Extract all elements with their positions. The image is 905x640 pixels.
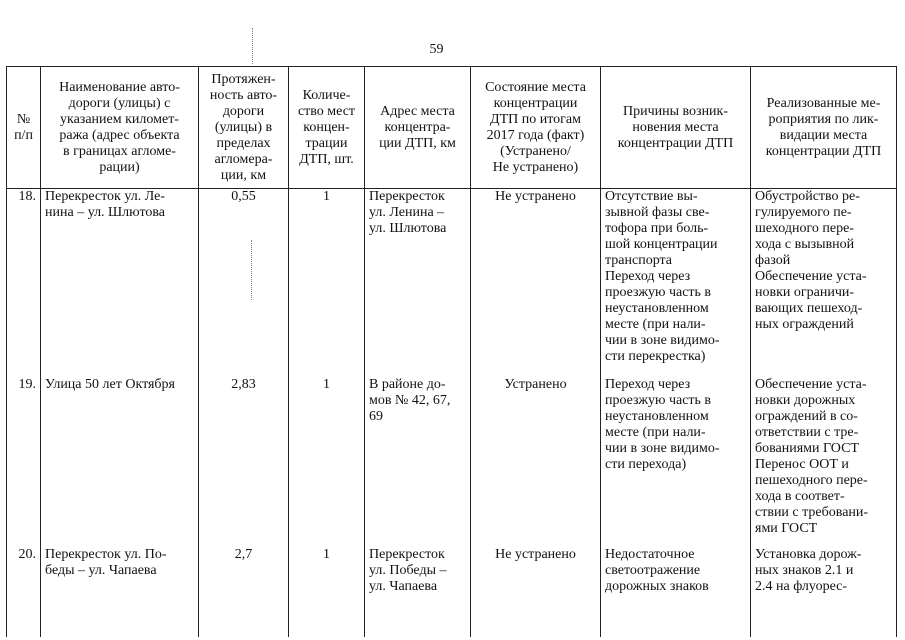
cell-causes: Отсутствие вы- зывной фазы све- тофора при боль- шой концентрации транспорта Переход через проезжую часть в неустановленном месте (при нали- чии в зоне видимо- сти перекрестка) (601, 189, 751, 378)
cell-road-length: 2,83 (199, 377, 289, 547)
cell-status: Не устранено (471, 547, 601, 637)
cell-causes: Недостаточное светоотражение дорожных знаков (601, 547, 751, 637)
table-header-row (7, 67, 897, 189)
header-address (365, 67, 471, 189)
cell-measures: Обеспечение уста- новки дорожных ограждений в со- ответствии с тре- бованиями ГОСТ Перенос ООТ и пешеходного пере- хода в соответ- ствии с требовани- ями ГОСТ (751, 377, 897, 547)
header-measures (751, 67, 897, 189)
table-row (7, 189, 897, 378)
cell-status: Не устранено (471, 189, 601, 378)
header-causes-text: Причины возник- новения места концентрации ДТП (617, 103, 734, 151)
header-status-text: Состояние места концентрации ДТП по итогам 2017 года (факт) (Устранено/ Не устранено) (485, 79, 586, 175)
cell-count: 1 (289, 189, 365, 378)
header-count-text: Количе- ство мест концен- трации ДТП, шт. (297, 87, 356, 167)
cell-address: Перекресток ул. Победы – ул. Чапаева (365, 547, 471, 637)
cell-road-length: 0,55 (199, 189, 289, 378)
cell-address: В районе до- мов № 42, 67, 69 (365, 377, 471, 547)
cell-count: 1 (289, 547, 365, 637)
header-road-name-text: Наименование авто- дороги (улицы) с указанием километ- ража (адрес объекта в границах агломе- рации) (59, 79, 180, 175)
cell-status: Устранено (471, 377, 601, 547)
cell-address: Перекресток ул. Ленина – ул. Шлютова (365, 189, 471, 378)
scan-artifact-line (252, 28, 254, 64)
header-address-text: Адрес места концентра- ции ДТП, км (379, 103, 456, 151)
header-road-length (199, 67, 289, 189)
header-road-name (41, 67, 199, 189)
header-road-length-text: Протяжен- ность авто- дороги (улицы) в пределах агломера- ции, км (209, 71, 278, 183)
cell-number: 18. (7, 189, 41, 378)
cell-number: 19. (7, 377, 41, 547)
cell-road-name: Улица 50 лет Октября (41, 377, 199, 547)
page-number: 59 (429, 42, 444, 57)
cell-measures: Установка дорож- ных знаков 2.1 и 2.4 на флуорес- (751, 547, 897, 637)
header-status (471, 67, 601, 189)
dtp-concentration-table (6, 66, 897, 637)
header-causes (601, 67, 751, 189)
table-row (7, 547, 897, 637)
header-count (289, 67, 365, 189)
cell-road-name: Перекресток ул. Ле- нина – ул. Шлютова (41, 189, 199, 378)
cell-number: 20. (7, 547, 41, 637)
cell-measures: Обустройство ре- гулируемого пе- шеходного пере- хода с вызывной фазой Обеспечение уста- новки ограничи- вающих пешеход- ных ограждений (751, 189, 897, 378)
cell-causes: Переход через проезжую часть в неустановленном месте (при нали- чии в зоне видимо- сти перехода) (601, 377, 751, 547)
table-row (7, 377, 897, 547)
header-number-text: № п/п (14, 111, 33, 143)
header-measures-text: Реализованные ме- роприятия по лик- видации места концентрации ДТП (765, 95, 882, 159)
cell-road-name: Перекресток ул. По- беды – ул. Чапаева (41, 547, 199, 637)
cell-road-length: 2,7 (199, 547, 289, 637)
cell-count: 1 (289, 377, 365, 547)
header-number (7, 67, 41, 189)
